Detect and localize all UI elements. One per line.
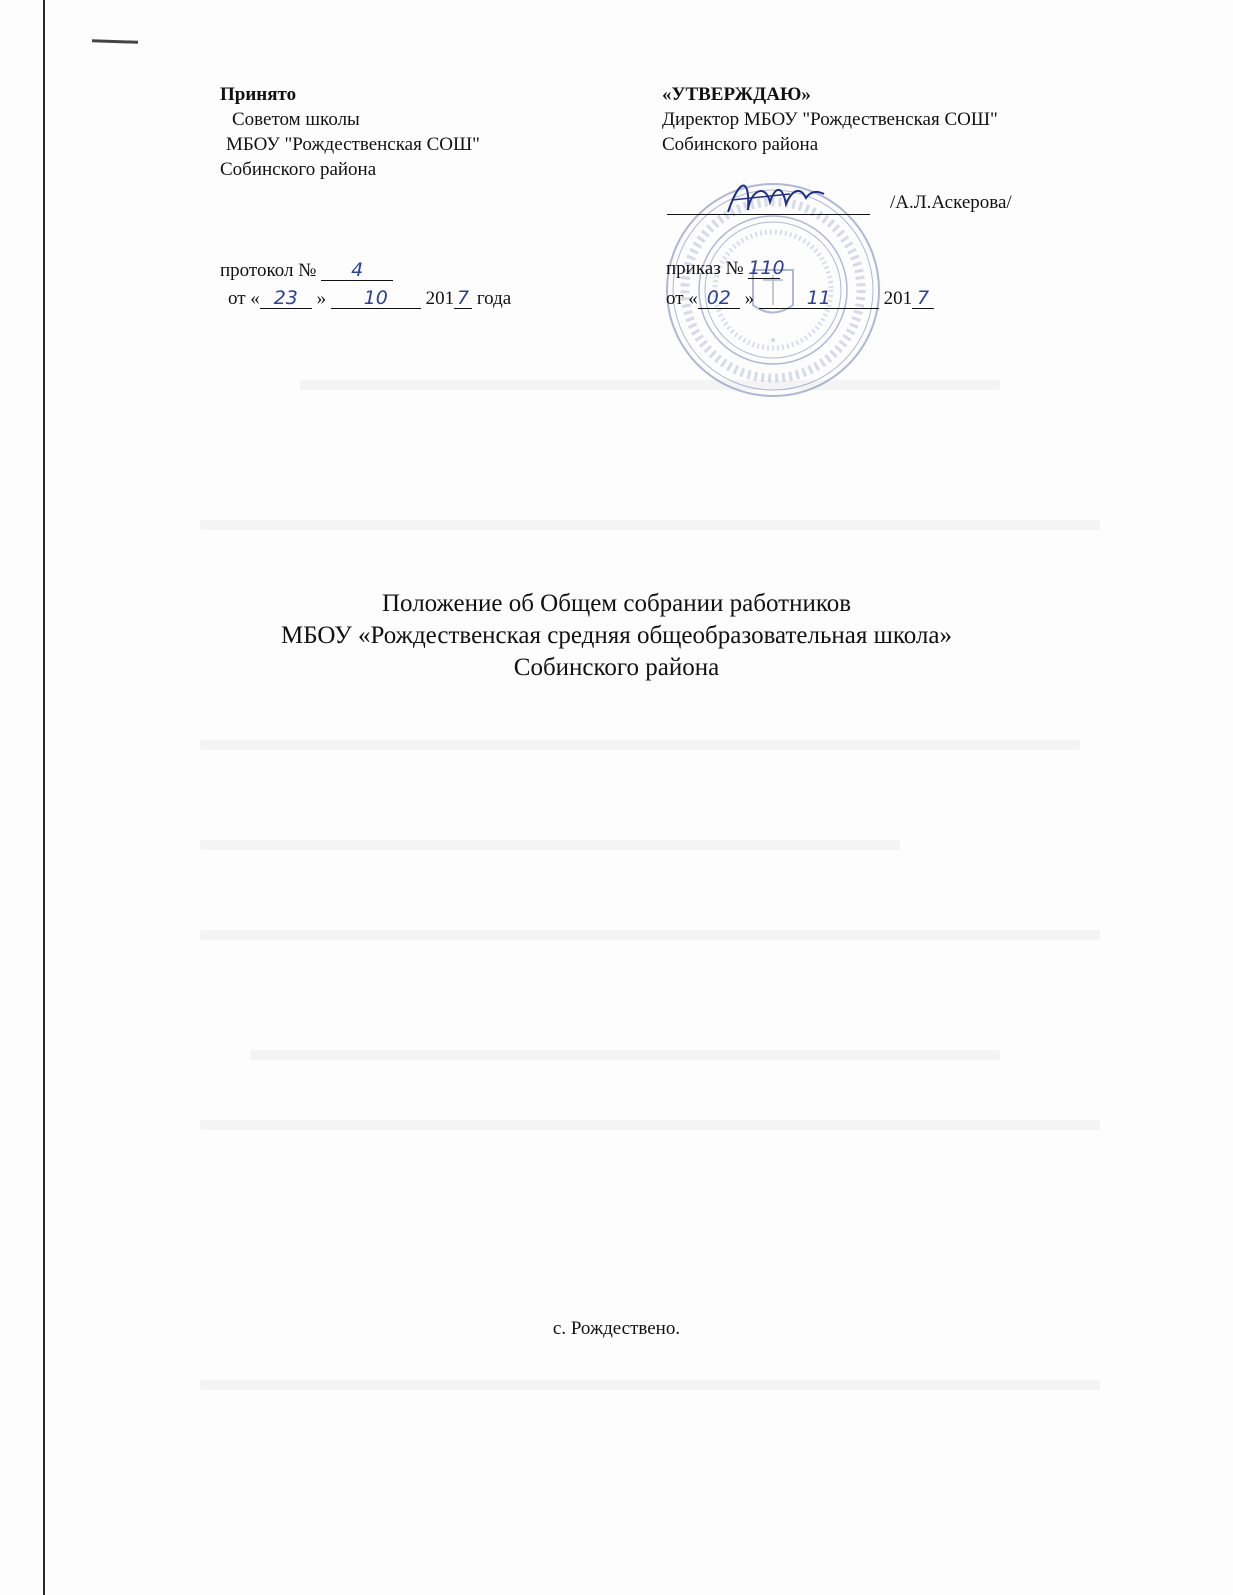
order-date-sep: » (744, 288, 755, 309)
protocol-date-prefix: от « (228, 288, 260, 309)
director-heading: «УТВЕРЖДАЮ» (662, 84, 811, 105)
title-line-2: МБОУ «Рождественская средняя общеобразовательная школа» (281, 622, 952, 649)
protocol-year-suffix: года (476, 288, 512, 309)
scan-mark (92, 39, 138, 44)
protocol-number: 4 (321, 260, 393, 281)
bleed-through (200, 840, 900, 850)
order-line (666, 256, 785, 281)
bleed-through (200, 1120, 1100, 1130)
council-line-3: Собинского района (220, 159, 377, 180)
director-line-2: Собинского района (662, 134, 819, 155)
director-line-1: Директор МБОУ "Рождественская СОШ" (662, 109, 998, 130)
order-date-month: 11 (759, 288, 879, 309)
bleed-through (300, 380, 1000, 390)
council-heading: Принято (220, 84, 297, 105)
bleed-through (200, 1380, 1100, 1390)
protocol-date-month: 10 (331, 288, 421, 309)
protocol-year-prefix: 201 (425, 288, 455, 309)
approval-block-director (662, 82, 998, 157)
bleed-through (200, 520, 1100, 530)
bleed-through (200, 740, 1080, 750)
title-line-3: Собинского района (513, 654, 720, 681)
svg-text:*: * (770, 337, 776, 348)
document-title (0, 588, 1233, 684)
title-line-1: Положение об Общем собрании работников (381, 590, 852, 617)
order-date-day: 02 (698, 288, 740, 309)
council-line-1: Советом школы (232, 109, 360, 130)
council-line-2: МБОУ "Рождественская СОШ" (226, 134, 480, 155)
order-number: 110 (748, 257, 785, 279)
bleed-through (200, 930, 1100, 940)
approval-block-council (220, 82, 480, 182)
order-date-line (666, 286, 934, 311)
page-edge-shadow (43, 0, 45, 1595)
bleed-through (250, 1050, 1000, 1060)
order-year-prefix: 201 (883, 288, 913, 309)
document-place: с. Рождествено. (552, 1318, 681, 1339)
director-signer: /А.Л.Аскерова/ (890, 192, 1012, 213)
protocol-label: протокол № (220, 260, 317, 281)
order-date-prefix: от « (666, 288, 698, 309)
protocol-year-digit: 7 (454, 288, 472, 309)
signature-line (667, 214, 870, 215)
protocol-line (220, 258, 393, 283)
order-label: приказ № (666, 258, 744, 279)
protocol-date-day: 23 (260, 288, 312, 309)
order-year-digit: 7 (912, 288, 934, 309)
protocol-date-sep: » (316, 288, 327, 309)
protocol-date-line (228, 286, 511, 311)
